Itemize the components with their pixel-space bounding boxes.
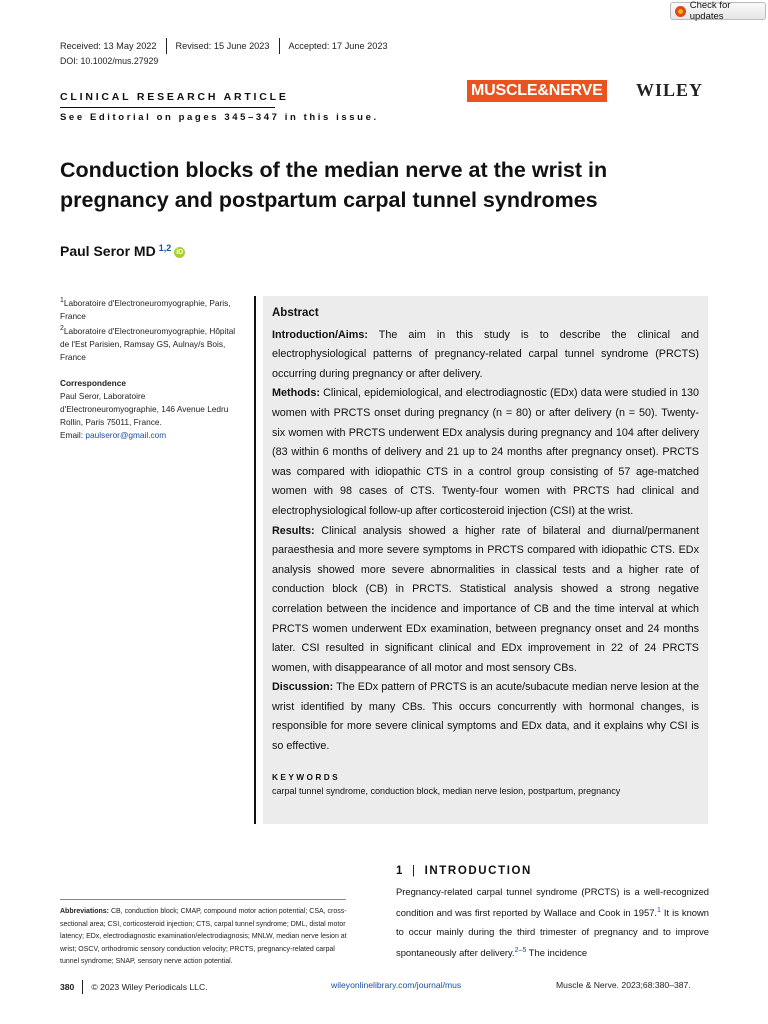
category-rule [60, 107, 275, 108]
article-title: Conduction blocks of the median nerve at the wrist in pregnancy and postpartum carpal tunnel syndromes [60, 158, 608, 212]
correspondence-label: Correspondence [60, 378, 126, 388]
affiliation-text: Laboratoire d'Electroneuromyographie, Paris, France [60, 297, 231, 321]
section-label: Discussion: [272, 681, 334, 694]
abstract-rule [254, 296, 256, 824]
divider [166, 38, 167, 54]
section-label: Results: [272, 524, 315, 537]
abbreviations-label: Abbreviations: [60, 908, 110, 915]
abstract-box [263, 296, 708, 824]
abbreviations-text: CB, conduction block; CMAP, compound motor action potential; CSA, cross-sectional area; CSI, corticosteroid injection; CTS, carpal tunnel syndrome; DML, distal motor latency; EDx, electrodiagnostic examination/electrodiagnosis; MNLW, median nerve lesion at wrist; OSCV, orthodromic sensory conduction velocity; PRCTS, pregnancy-related carpal tunnel syndrome; SNAP, sensory nerve action potential. [60, 908, 347, 965]
check-for-updates-button[interactable] [670, 2, 766, 20]
affiliation-number: 1 [60, 297, 64, 304]
affiliation-2 [60, 322, 245, 364]
section-label: Introduction/Aims: [272, 328, 368, 341]
email-link[interactable]: paulseror@gmail.com [85, 430, 167, 440]
citation: Muscle & Nerve. 2023;68:380–387. [556, 980, 691, 990]
affiliation-number: 2 [60, 325, 64, 332]
section-title: INTRODUCTION [424, 865, 532, 877]
abstract-methods [272, 384, 699, 521]
revised-date: Revised: 15 June 2023 [175, 41, 270, 51]
editorial-note: See Editorial on pages 345–347 in this issue. [60, 112, 379, 123]
keywords-heading: KEYWORDS [272, 771, 341, 782]
accepted-date: Accepted: 17 June 2023 [288, 41, 388, 51]
section-text: The EDx pattern of PRCTS is an acute/subacute median nerve lesion at the wrist identified by many CBs. This occurs concurrently with hormonal changes, is responsible for more severe clinical symptoms and EDx data, and it explains why CSI is so effective. [272, 681, 699, 753]
journal-url-link[interactable]: wileyonlinelibrary.com/journal/mus [331, 980, 462, 990]
citation-link[interactable]: 2–5 [514, 947, 527, 955]
abstract-discussion [272, 678, 699, 756]
section-number: 1 [396, 865, 404, 877]
divider [279, 38, 280, 54]
doi: DOI: 10.1002/mus.27929 [60, 56, 159, 66]
section-text: The aim in this study is to describe the clinical and electrophysiological patterns of pregnancy-related carpal tunnel syndrome (PRCTS) occurring during pregnancy or after delivery. [272, 328, 699, 380]
email-label: Email: [60, 430, 86, 440]
section-text: Clinical analysis showed a higher rate of bilateral and diurnal/permanent paraesthesia and more severe symptoms in PRCTS compared with idiopathic CTS. EDx analysis showed more severe abnormalities in classical tests and a higher rate of conduction block (CB) in PRCTS. Statistical analysis showed a strong negative correlation between the incidence and importance of CB and the time interval at which PRCTS women underwent EDx examination, between pregnancy onset and 24 months later. CSI resulted in significant clinical and EDx improvement in 22 of 24 PRCTS women, with disappearance of all motor and most sensory CBs. [272, 524, 699, 674]
check-for-updates-label: Check for updates [689, 0, 731, 22]
affiliation-text: Laboratoire d'Electroneuromyographie, Hôpital de l'Est Parisien, Ramsay GS, Aulnay/s Bois, France [60, 325, 236, 362]
received-date: Received: 13 May 2022 [60, 41, 157, 51]
author-name: Paul Seror MD [60, 243, 156, 259]
abstract-heading: Abstract [272, 307, 319, 319]
author-affiliation-refs[interactable]: 1,2 [158, 243, 172, 253]
abstract-intro [272, 326, 699, 385]
correspondence [60, 377, 245, 442]
page-number: 380 [60, 982, 75, 992]
intro-sentence: Pregnancy-related carpal tunnel syndrome (PRCTS) is a well-recognized condition and was first reported by Wallace and Cook in 1957. [396, 886, 709, 919]
footnote-rule [60, 899, 346, 900]
author [60, 243, 185, 259]
orcid-icon[interactable]: iD [176, 249, 184, 256]
article-history [60, 38, 388, 54]
section-label: Methods: [272, 387, 320, 400]
crossmark-icon [675, 6, 686, 17]
abbreviations [60, 906, 350, 969]
footer-left [60, 980, 208, 994]
publisher-logo: WILEY [636, 80, 704, 100]
introduction-text [396, 882, 709, 962]
abstract-results [272, 522, 699, 679]
citation-link[interactable]: 1 [657, 907, 661, 914]
section-heading-introduction [396, 865, 532, 877]
section-separator: | [412, 865, 417, 877]
copyright: © 2023 Wiley Periodicals LLC. [91, 982, 208, 992]
correspondence-address: Paul Seror, Laboratoire d'Electroneuromyographie, 146 Avenue Ledru Rollin, Paris 75011, France. [60, 391, 229, 427]
article-category: CLINICAL RESEARCH ARTICLE [60, 91, 289, 103]
affiliation-1 [60, 294, 245, 323]
keywords: carpal tunnel syndrome, conduction block, median nerve lesion, postpartum, pregnancy [272, 785, 621, 796]
intro-sentence: It is known to occur mainly during the third trimester of pregnancy and to improve spontaneously after delivery. [396, 907, 709, 959]
section-text: Clinical, epidemiological, and electrodiagnostic (EDx) data were studied in 130 women with PRCTS onset during pregnancy (n = 80) or after delivery (n = 50). Twenty-six women with PRCTS underwent EDx analysis during pregnancy and 104 after delivery (83 within 6 months of delivery and 21 up to 24 months after pregnancy onset). PRCTS was compared with idiopathic CTS in a control group consisting of 57 age-matched women with 98 cases of CTS. Twenty-four women with PRCTS had clinical and electrophysiological follow-up after corticosteroid injection (CSI) at the wrist. [272, 387, 699, 517]
intro-sentence: The incidence [526, 947, 588, 959]
divider [82, 980, 83, 994]
journal-logo: MUSCLE&NERVE [467, 80, 607, 102]
